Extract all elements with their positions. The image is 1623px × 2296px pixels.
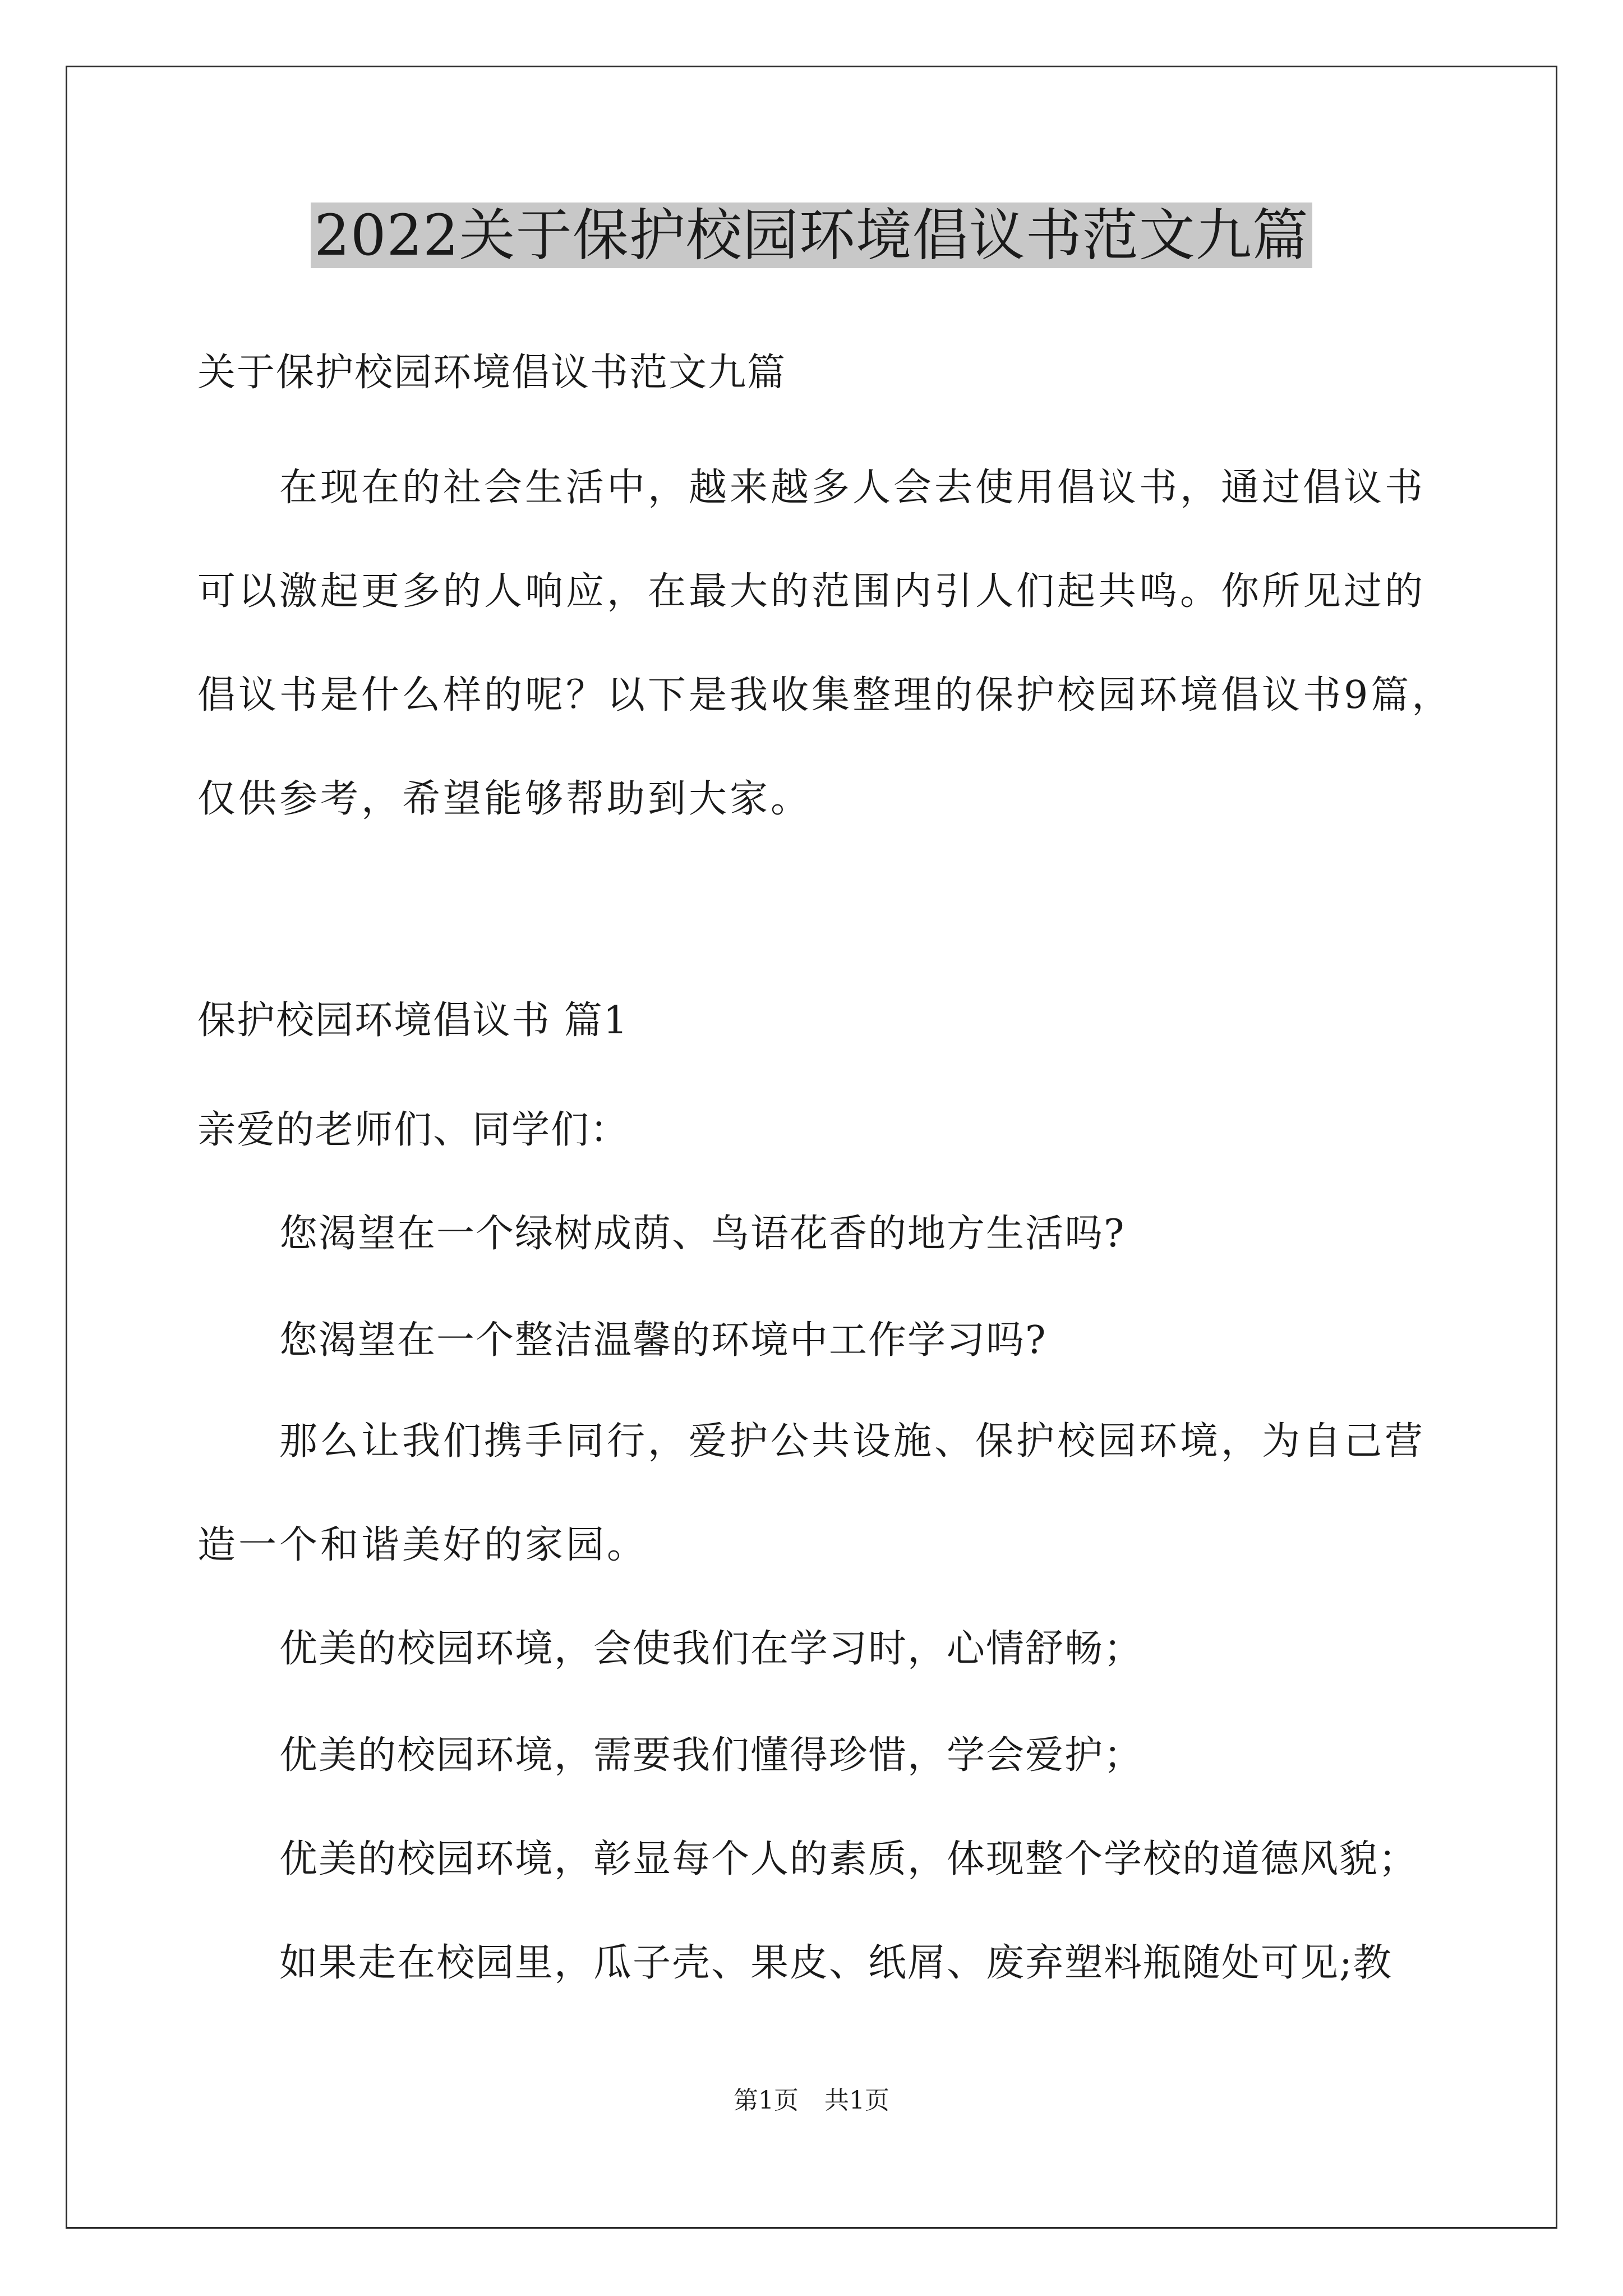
intro-line-4: 仅供参考，希望能够帮助到大家。	[197, 777, 812, 821]
body-line-5: 优美的校园环境，会使我们在学习时，心情舒畅；	[279, 1627, 1144, 1671]
section-heading: 保护校园环境倡议书 篇1	[197, 999, 629, 1043]
body-line-1: 您渴望在一个绿树成荫、鸟语花香的地方生活吗?	[279, 1212, 1126, 1256]
body-line-6: 优美的校园环境，需要我们懂得珍惜，学会爱护；	[279, 1733, 1144, 1778]
body-line-2: 您渴望在一个整洁温馨的环境中工作学习吗?	[279, 1318, 1047, 1363]
intro-line-1: 在现在的社会生活中，越来越多人会去使用倡议书，通过倡议书	[279, 466, 1426, 510]
body-line-8: 如果走在校园里，瓜子壳、果皮、纸屑、废弃塑料瓶随处可见;教	[279, 1941, 1393, 1985]
greeting: 亲爱的老师们、同学们：	[197, 1108, 630, 1152]
page-footer	[0, 2084, 1623, 2118]
intro-line-3: 倡议书是什么样的呢？以下是我收集整理的保护校园环境倡议书9篇，	[197, 673, 1453, 717]
body-line-4: 造一个和谐美好的家园。	[197, 1523, 648, 1567]
body-line-3: 那么让我们携手同行，爱护公共设施、保护校园环境，为自己营	[279, 1419, 1426, 1464]
title-text: 2022关于保护校园环境倡议书范文九篇	[311, 203, 1312, 268]
page-number: 第1页	[734, 2086, 799, 2115]
intro-line-2: 可以激起更多的人响应，在最大的范围内引人们起共鸣。你所见过的	[197, 569, 1426, 614]
subtitle: 关于保护校园环境倡议书范文九篇	[197, 351, 787, 395]
page-total: 共1页	[824, 2086, 889, 2115]
body-line-7: 优美的校园环境，彰显每个人的素质，体现整个学校的道德风貌；	[279, 1837, 1418, 1881]
document-title	[0, 196, 1623, 275]
